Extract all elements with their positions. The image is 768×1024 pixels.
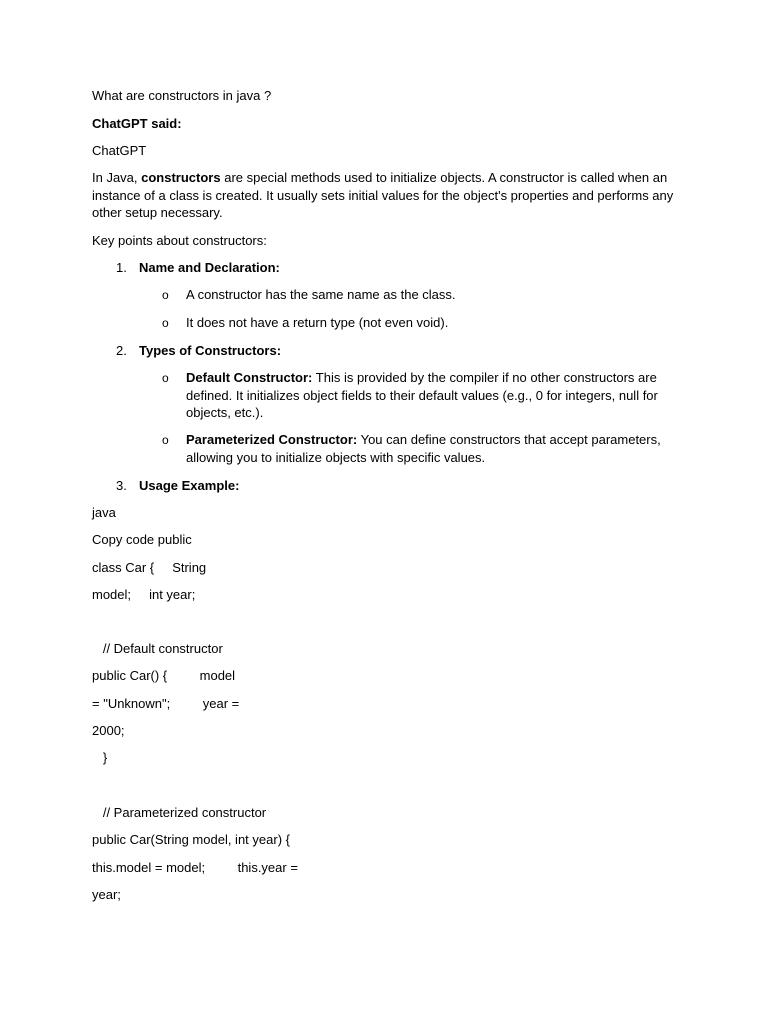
code-line: // Parameterized constructor bbox=[92, 805, 267, 820]
code-line: public Car(String model, int year) { bbox=[92, 832, 290, 847]
source-label: ChatGPT bbox=[92, 143, 147, 158]
section-title: Types of Constructors: bbox=[139, 343, 282, 358]
code-line: } bbox=[92, 750, 108, 765]
intro-lead: In Java, bbox=[92, 170, 142, 185]
question-text: What are constructors in java ? bbox=[92, 88, 272, 103]
bullet-body: A constructor has the same name as the class. bbox=[186, 287, 456, 302]
bullet-circle-icon: o bbox=[162, 316, 169, 330]
code-line: class Car { String bbox=[92, 560, 207, 575]
bullet-text bbox=[186, 286, 676, 304]
code-line: model; int year; bbox=[92, 587, 196, 602]
bullet-circle-icon: o bbox=[162, 433, 169, 447]
intro-rest: are special methods used to initialize objects. A constructor is called when an instance of a class is created. It usually sets initial values for the object's properties and performs any other setup necessary. bbox=[92, 170, 674, 220]
bullet-text bbox=[186, 314, 676, 332]
bullet-bold: Parameterized Constructor: bbox=[186, 432, 358, 447]
bullet-body: It does not have a return type (not even void). bbox=[186, 315, 449, 330]
section-number: 3. bbox=[116, 478, 127, 493]
section-number: 2. bbox=[116, 343, 127, 358]
bullet-circle-icon: o bbox=[162, 288, 169, 302]
bullet-bold: Default Constructor: bbox=[186, 370, 313, 385]
bullet-text bbox=[186, 369, 670, 422]
code-line: public Car() { model bbox=[92, 668, 236, 683]
section-title: Usage Example: bbox=[139, 478, 240, 493]
code-line: year; bbox=[92, 887, 121, 902]
code-line: = "Unknown"; year = bbox=[92, 696, 240, 711]
code-line: java bbox=[92, 505, 116, 520]
bullet-body: You can define constructors that accept parameters, allowing you to initialize objects with specific values. bbox=[186, 432, 661, 465]
code-line: Copy code public bbox=[92, 532, 192, 547]
code-line: 2000; bbox=[92, 723, 125, 738]
intro-bold: constructors bbox=[141, 170, 221, 185]
code-line: this.model = model; this.year = bbox=[92, 860, 298, 875]
bullet-text bbox=[186, 431, 670, 466]
bullet-body: This is provided by the compiler if no other constructors are defined. It initializes object fields to their default values (e.g., 0 for integers, null for objects, etc.). bbox=[186, 370, 658, 420]
section-number: 1. bbox=[116, 260, 127, 275]
bullet-circle-icon: o bbox=[162, 371, 169, 385]
speaker-label: ChatGPT said: bbox=[92, 116, 182, 131]
intro-paragraph bbox=[92, 169, 682, 222]
section-title: Name and Declaration: bbox=[139, 260, 280, 275]
keypoints-heading: Key points about constructors: bbox=[92, 233, 267, 248]
code-line: // Default constructor bbox=[92, 641, 223, 656]
